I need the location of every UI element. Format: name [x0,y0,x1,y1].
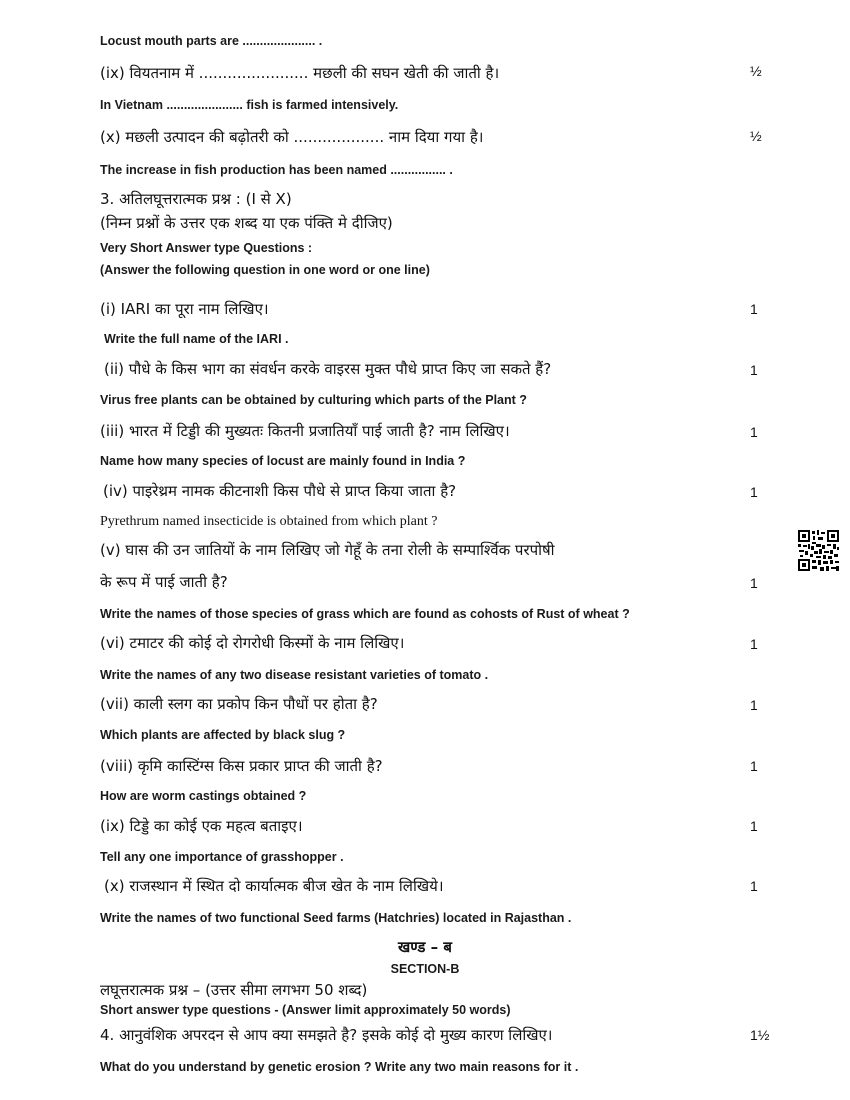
q4-hindi: 4. आनुवंशिक अपरदन से आप क्या समझते है? इसके कोई दो मुख्य कारण लिखिए। [100,1026,553,1044]
q3-x-hindi: (x) राजस्थान में स्थित दो कार्यात्मक बीज खेत के नाम लिखिये। [104,877,444,895]
q3-iii-english: Name how many species of locust are mainly found in India ? [100,454,466,468]
q3-ix-hindi: (ix) टिड्डे का कोई एक महत्व बताइए। [100,817,303,835]
q3-iv-english: Pyrethrum named insecticide is obtained from which plant ? [100,514,438,529]
q3-iii-hindi: (iii) भारत में टिड्डी की मुख्यतः कितनी प्रजातियाँ पाई जाती है? नाम लिखिए। [100,422,510,440]
q2-viii-english: Locust mouth parts are ..................... . [100,34,323,48]
q3-v-hindi-line2: के रूप में पाई जाती है? [100,573,228,591]
q3-heading-english: Very Short Answer type Questions : [100,241,313,255]
q3-vii-english: Which plants are affected by black slug ? [100,728,346,742]
q3-vii-hindi: (vii) काली स्लग का प्रकोप किन पौधों पर होता है? [100,695,378,713]
q3-vi-english: Write the names of any two disease resistant varieties of tomato . [100,668,489,682]
q3-ix-english: Tell any one importance of grasshopper . [100,850,344,864]
q3-iii-marks: 1 [750,424,758,440]
section-b-instruction-hindi: लघूत्तरात्मक प्रश्न – (उत्तर सीमा लगभग 50 शब्द) [100,981,368,999]
q3-heading-hindi: 3. अतिलघूत्तरात्मक प्रश्न : (I से X) [100,190,292,208]
q3-instruction-hindi: (निम्न प्रश्नों के उत्तर एक शब्द या एक पंक्ति मे दीजिए) [100,214,393,232]
q3-ii-marks: 1 [750,362,758,378]
q2-x-hindi: (x) मछली उत्पादन की बढ़ोतरी को ................... नाम दिया गया है। [100,128,484,146]
q3-i-hindi: (i) IARI का पूरा नाम लिखिए। [100,300,269,318]
q3-ii-english: Virus free plants can be obtained by culturing which parts of the Plant ? [100,393,527,407]
q3-vi-hindi: (vi) टमाटर की कोई दो रोगरोधी किस्मों के नाम लिखिए। [100,634,405,652]
q3-v-marks: 1 [750,575,758,591]
q3-iv-marks: 1 [750,484,758,500]
q3-ii-hindi: (ii) पौधे के किस भाग का संवर्धन करके वाइरस मुक्त पौधे प्राप्त किए जा सकते हैं? [104,360,552,378]
q3-viii-english: How are worm castings obtained ? [100,789,307,803]
q4-english: What do you understand by genetic erosion ? Write any two main reasons for it . [100,1060,579,1074]
q3-x-english: Write the names of two functional Seed farms (Hatchries) located in Rajasthan . [100,911,572,925]
section-b-instruction-english: Short answer type questions - (Answer limit approximately 50 words) [100,1003,511,1017]
q3-v-hindi-line1: (v) घास की उन जातियों के नाम लिखिए जो गेहूँ के तना रोली के सम्पार्श्विक परपोषी [100,541,555,559]
q3-v-english: Write the names of those species of grass which are found as cohosts of Rust of wheat ? [100,607,630,621]
qr-code-icon [798,530,839,571]
q2-ix-marks: ½ [750,63,762,79]
section-b-heading-hindi: खण्ड – ब [398,938,452,956]
q3-ix-marks: 1 [750,818,758,834]
q3-i-english: Write the full name of the IARI . [104,332,289,346]
q3-vii-marks: 1 [750,697,758,713]
q2-ix-hindi: (ix) वियतनाम में ....................... मछली की सघन खेती की जाती है। [100,64,500,82]
q4-marks: 1½ [750,1027,770,1043]
q3-x-marks: 1 [750,878,758,894]
q3-instruction-english: (Answer the following question in one word or one line) [100,263,430,277]
q3-i-marks: 1 [750,301,758,317]
q3-vi-marks: 1 [750,636,758,652]
section-b-heading-english: SECTION-B [390,962,460,976]
q2-x-marks: ½ [750,128,762,144]
q2-ix-english: In Vietnam ...................... fish is farmed intensively. [100,98,399,112]
q3-viii-hindi: (viii) कृमि कास्टिंग्स किस प्रकार प्राप्त की जाती है? [100,757,383,775]
q3-iv-hindi: (iv) पाइरेथ्रम नामक कीटनाशी किस पौधे से प्राप्त किया जाता है? [103,482,457,500]
q3-viii-marks: 1 [750,758,758,774]
q2-x-english: The increase in fish production has been named ................ . [100,163,453,177]
